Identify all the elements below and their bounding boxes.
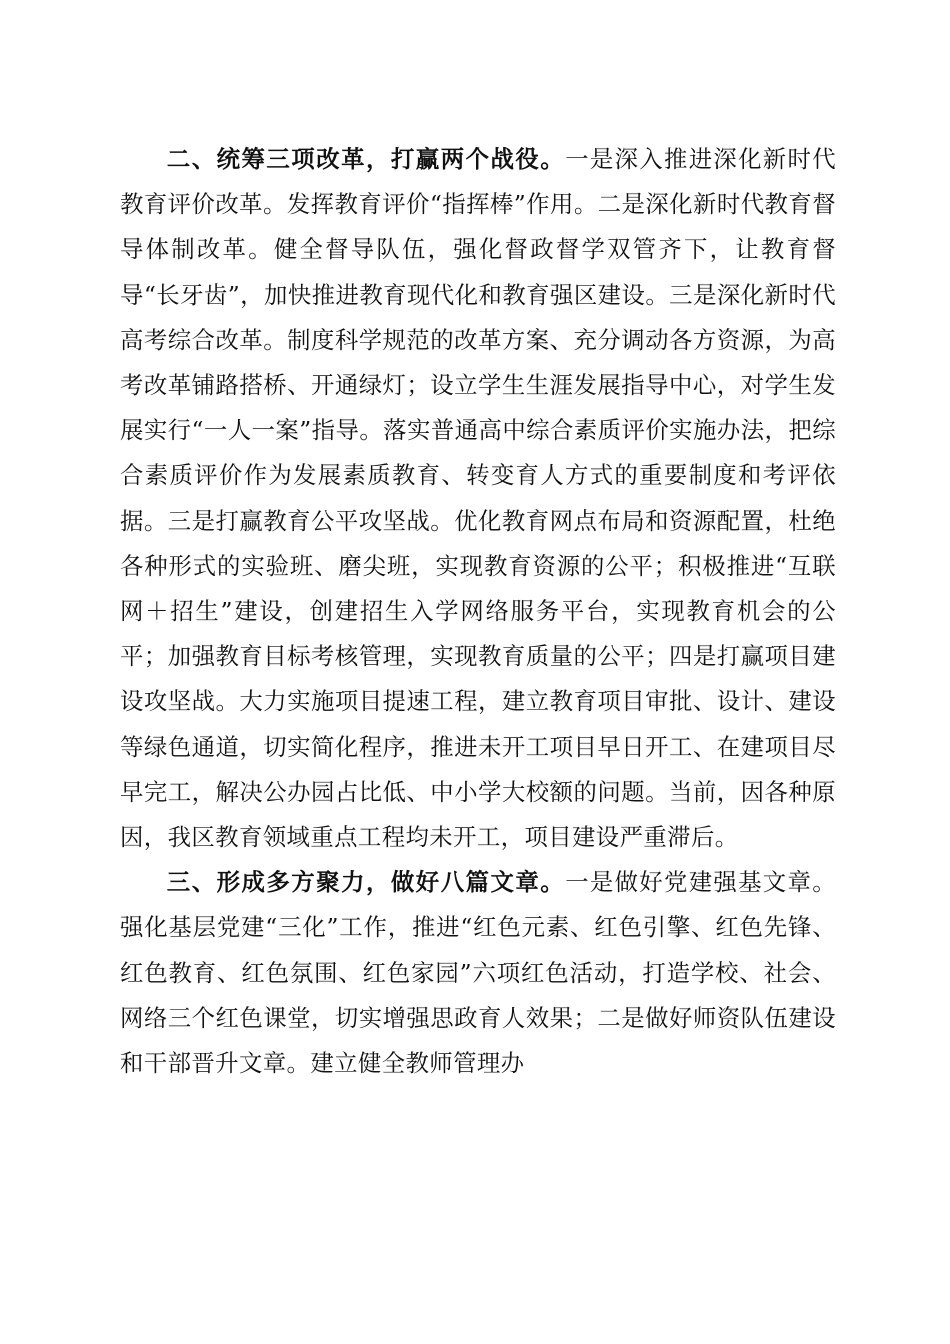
section-heading-two: 二、统筹三项改革，打赢两个战役。 (166, 145, 566, 173)
document-body (120, 137, 836, 1086)
section-heading-three: 三、形成多方聚力，做好八篇文章。 (166, 868, 566, 897)
paragraph-text: 一是深入推进深化新时代教育评价改革。发挥教育评价“指挥棒”作用。二是深化新时代教育督导体制改革。健全督导队伍，强化督政督学双管齐下，让教育督导“长牙齿”，加快推进教育现代化和教育强区建设。三是深化新时代高考综合改革。制度科学规范的改革方案、充分调动各方资源，为高考改革铺路搭桥、开通绿灯；设立学生生涯发展指导中心，对学生发展实行“一人一案”指导。落实普通高中综合素质评价实施办法，把综合素质评价作为发展素质教育、转变育人方式的重要制度和考评依据。三是打赢教育公平攻坚战。优化教育网点布局和资源配置，杜绝各种形式的实验班、磨尖班，实现教育资源的公平；积极推进“互联网＋招生”建设，创建招生入学网络服务平台，实现教育机会的公平；加强教育目标考核管理，实现教育质量的公平；四是打赢项目建设攻坚战。大力实施项目提速工程，建立教育项目审批、设计、建设等绿色通道，切实简化程序，推进未开工项目早日开工、在建项目尽早完工，解决公办园占比低、中小学大校额的问题。当前，因各种原因，我区教育领域重点工程均未开工，项目建设严重滞后。 (120, 145, 836, 852)
paragraph-text: 一是做好党建强基文章。强化基层党建“三化”工作，推进“红色元素、红色引擎、红色先锋、红色教育、红色氛围、红色家园”六项红色活动，打造学校、社会、网络三个红色课堂，切实增强思政育人效果；二是做好师资队伍建设和干部晋升文章。建立健全教师管理办 (120, 868, 836, 1078)
paragraph-reform-campaigns (120, 137, 836, 860)
paragraph-eight-articles (120, 860, 836, 1086)
